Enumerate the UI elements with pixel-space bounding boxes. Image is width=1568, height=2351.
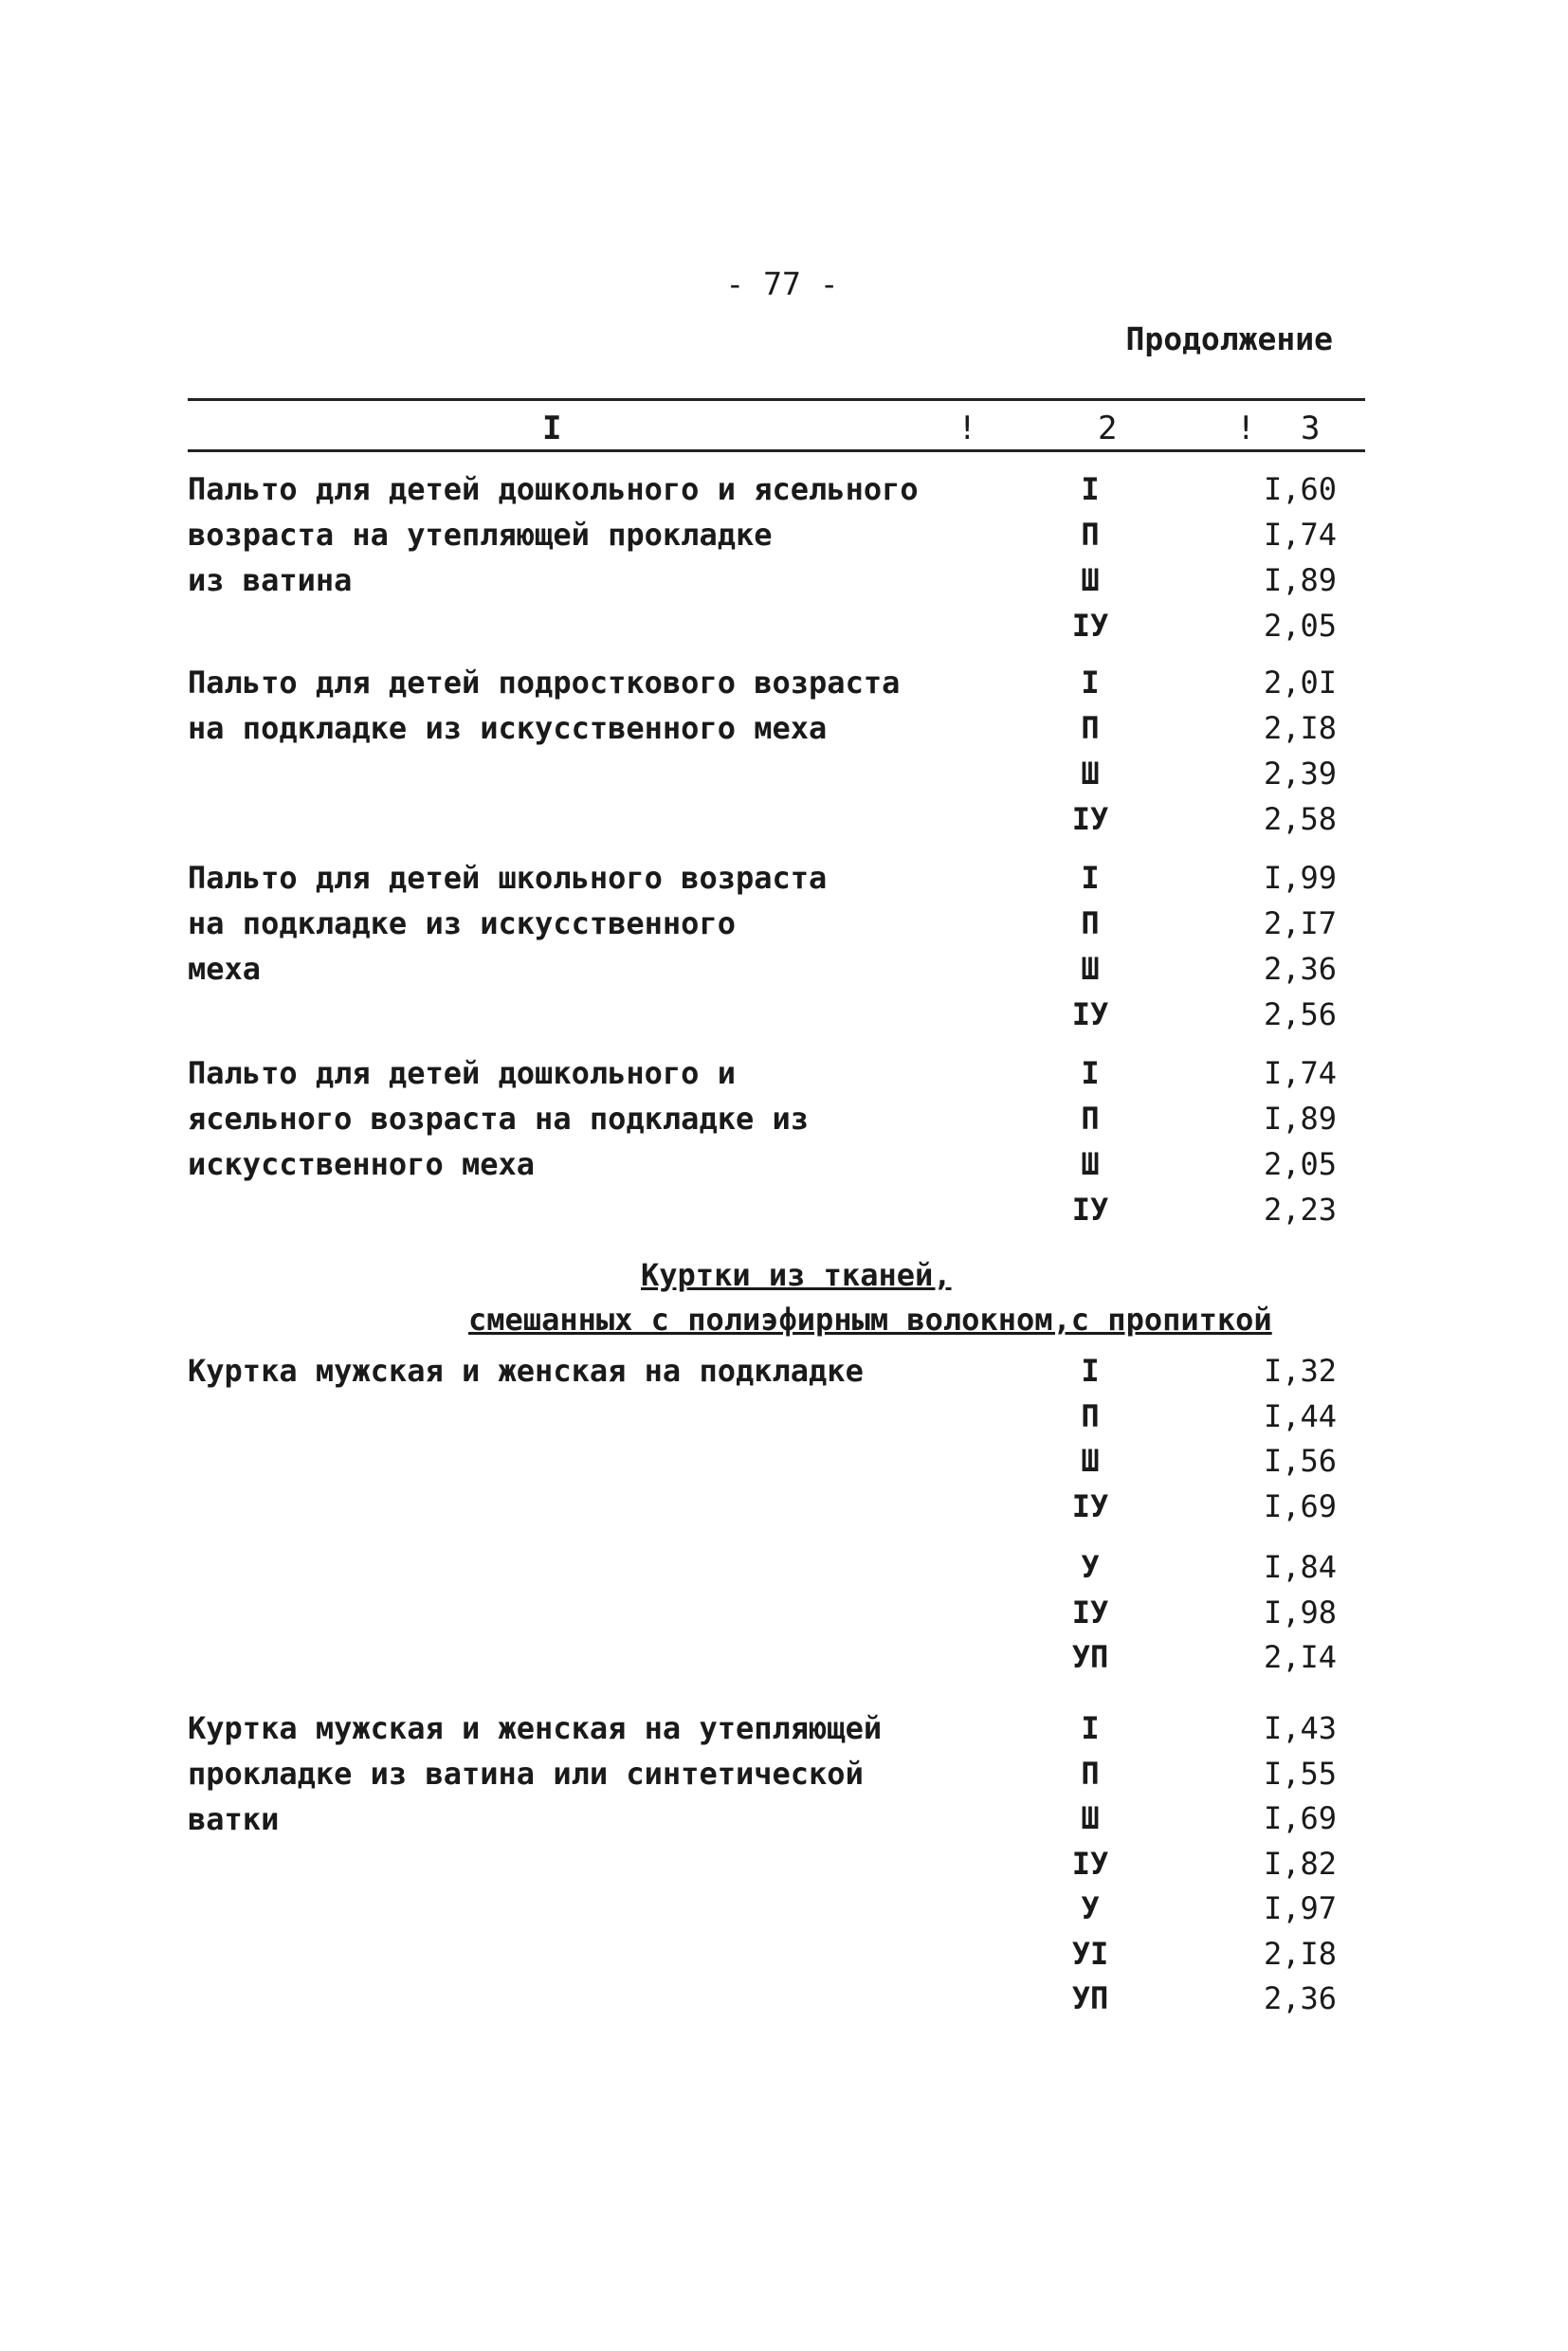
category-cell: Ш bbox=[1081, 1443, 1100, 1479]
category-cell: П bbox=[1081, 710, 1100, 746]
header-col-1: I bbox=[542, 410, 562, 447]
continuation-label: Продолжение bbox=[1125, 320, 1333, 357]
coefficient-cell: I,89 bbox=[1263, 1101, 1337, 1137]
coefficient-cell: 2,I8 bbox=[1263, 1935, 1337, 1972]
header-col-2: 2 bbox=[1098, 410, 1118, 447]
coefficient-cell: I,97 bbox=[1263, 1890, 1337, 1926]
category-cell: IУ bbox=[1071, 1594, 1109, 1631]
coefficient-cell: 2,0I bbox=[1263, 665, 1337, 701]
item-description-line: Пальто для детей школьного возраста bbox=[188, 860, 828, 896]
item-description-line: прокладке из ватина или синтетической bbox=[188, 1756, 864, 1792]
coefficient-cell: I,69 bbox=[1263, 1487, 1337, 1524]
coefficient-cell: 2,39 bbox=[1263, 756, 1337, 792]
item-description-line: меха bbox=[188, 951, 262, 987]
category-cell: IУ bbox=[1071, 1487, 1109, 1524]
category-cell: П bbox=[1081, 517, 1100, 553]
category-cell: УП bbox=[1071, 1980, 1109, 2016]
section-heading-line-2: смешанных с полиэфирным волокном,с пропиткой bbox=[468, 1302, 1272, 1338]
coefficient-cell: 2,36 bbox=[1263, 951, 1337, 987]
coefficient-cell: 2,36 bbox=[1263, 1980, 1337, 2016]
category-cell: П bbox=[1081, 1755, 1100, 1792]
category-cell: I bbox=[1081, 1055, 1100, 1091]
category-cell: Ш bbox=[1081, 951, 1100, 987]
item-description-line: возраста на утепляющей прокладке bbox=[188, 517, 773, 553]
coefficient-cell: I,84 bbox=[1263, 1549, 1337, 1585]
category-cell: Ш bbox=[1081, 1800, 1100, 1836]
section-heading-line-1: Куртки из тканей, bbox=[641, 1257, 952, 1293]
category-cell: Ш bbox=[1081, 562, 1100, 598]
coefficient-cell: 2,05 bbox=[1263, 608, 1337, 644]
page-number: - 77 - bbox=[725, 265, 839, 302]
category-cell: П bbox=[1081, 1101, 1100, 1137]
coefficient-cell: 2,56 bbox=[1263, 996, 1337, 1032]
coefficient-cell: 2,I7 bbox=[1263, 905, 1337, 941]
item-description-line: Куртка мужская и женская на утепляющей bbox=[188, 1710, 883, 1746]
coefficient-cell: I,98 bbox=[1263, 1594, 1337, 1631]
category-cell: Ш bbox=[1081, 1146, 1100, 1182]
category-cell: I bbox=[1081, 1710, 1100, 1746]
coefficient-cell: 2,05 bbox=[1263, 1146, 1337, 1182]
item-description-line: на подкладке из искусственного меха bbox=[188, 710, 828, 746]
category-cell: I bbox=[1081, 1353, 1100, 1389]
category-cell: IУ bbox=[1071, 801, 1109, 837]
category-cell: П bbox=[1081, 905, 1100, 941]
coefficient-cell: I,74 bbox=[1263, 517, 1337, 553]
header-bottom-rule bbox=[188, 449, 1365, 452]
category-cell: Ш bbox=[1081, 756, 1100, 792]
coefficient-cell: 2,I8 bbox=[1263, 710, 1337, 746]
category-cell: IУ bbox=[1071, 1845, 1109, 1882]
category-cell: У bbox=[1081, 1890, 1100, 1926]
category-cell: IУ bbox=[1071, 608, 1109, 644]
coefficient-cell: 2,23 bbox=[1263, 1192, 1337, 1228]
item-description-line: Пальто для детей дошкольного и bbox=[188, 1055, 736, 1091]
category-cell: IУ bbox=[1071, 1192, 1109, 1228]
item-description-line: Пальто для детей подросткового возраста bbox=[188, 665, 901, 701]
coefficient-cell: I,44 bbox=[1263, 1397, 1337, 1434]
header-separator-2: ! bbox=[1236, 410, 1256, 447]
coefficient-cell: I,43 bbox=[1263, 1710, 1337, 1746]
coefficient-cell: I,55 bbox=[1263, 1755, 1337, 1792]
item-description-line: ватки bbox=[188, 1801, 280, 1837]
item-description-line: искусственного меха bbox=[188, 1146, 536, 1182]
item-description-line: ясельного возраста на подкладке из bbox=[188, 1101, 810, 1137]
coefficient-cell: I,69 bbox=[1263, 1800, 1337, 1836]
item-description-line: Куртка мужская и женская на подкладке bbox=[188, 1353, 864, 1389]
category-cell: I bbox=[1081, 471, 1100, 507]
coefficient-cell: I,56 bbox=[1263, 1443, 1337, 1479]
coefficient-cell: I,99 bbox=[1263, 860, 1337, 896]
header-top-rule bbox=[188, 398, 1365, 401]
coefficient-cell: I,32 bbox=[1263, 1353, 1337, 1389]
coefficient-cell: I,82 bbox=[1263, 1845, 1337, 1882]
header-separator-1: ! bbox=[957, 410, 977, 447]
category-cell: У bbox=[1081, 1549, 1100, 1585]
category-cell: I bbox=[1081, 860, 1100, 896]
item-description-line: из ватина bbox=[188, 562, 353, 598]
header-col-3: 3 bbox=[1301, 410, 1321, 447]
item-description-line: Пальто для детей дошкольного и ясельного bbox=[188, 471, 919, 507]
coefficient-cell: I,74 bbox=[1263, 1055, 1337, 1091]
item-description-line: на подкладке из искусственного bbox=[188, 905, 736, 941]
category-cell: УI bbox=[1071, 1935, 1109, 1972]
category-cell: УП bbox=[1071, 1639, 1109, 1675]
category-cell: П bbox=[1081, 1397, 1100, 1434]
coefficient-cell: I,89 bbox=[1263, 562, 1337, 598]
category-cell: IУ bbox=[1071, 996, 1109, 1032]
coefficient-cell: 2,58 bbox=[1263, 801, 1337, 837]
coefficient-cell: 2,I4 bbox=[1263, 1639, 1337, 1675]
coefficient-cell: I,60 bbox=[1263, 471, 1337, 507]
category-cell: I bbox=[1081, 665, 1100, 701]
